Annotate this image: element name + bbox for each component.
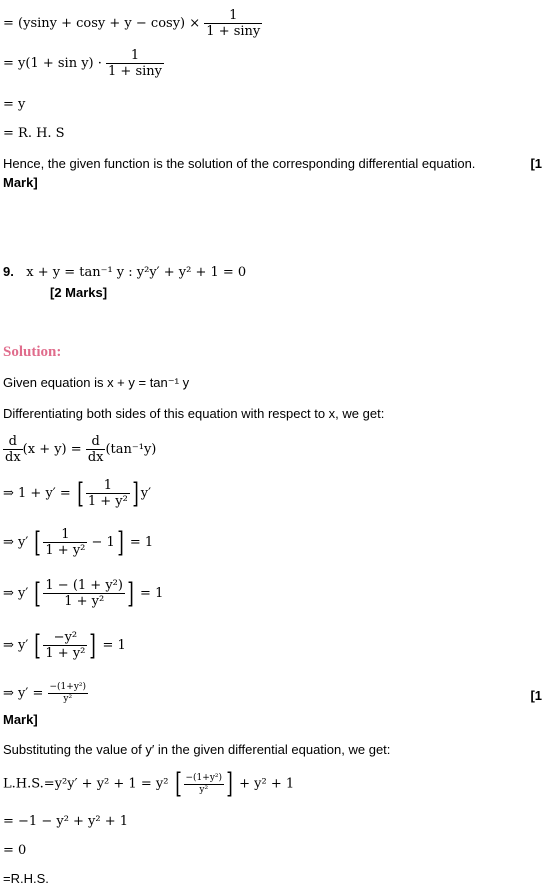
step-1: $\frac{d}{dx}$ (x + y) = $\frac{d}{dx}$ (tan⁻¹y) [5,434,157,465]
solution-heading: Solution: [3,344,62,360]
question-9: 9. x + y = tan⁻¹ y : y²y′ + y² + 1 = 0 [3,264,247,280]
conclusion-text: Hence, the given function is the solution of the corresponding differential equation. [3,156,476,171]
fraction: $\frac{1}{1 + \sin y}$ [206,8,261,39]
substituting-text: Substituting the value of y′ in the given differential equation, we get: [3,742,391,757]
equation-line-3: = y [3,97,26,112]
given-equation: Given equation is x + y = tan⁻¹ y [3,375,190,390]
mark-bracket: [1 [530,156,542,171]
step-2: ⇒ 1 + y′ = [ $\frac{1}{\text{1 + y²}}$ ] y′ [3,476,152,510]
step-3: ⇒ y′ [ $\frac{1}{\text{1 + y²}}$ − 1] = 1 [3,525,154,559]
result-line-2: = 0 [3,843,27,858]
mark-word: Mark] [3,712,38,727]
differentiating-text: Differentiating both sides of this equation with respect to x, we get: [3,406,385,421]
mark-bracket: [1 [530,688,542,703]
mark-word: Mark] [3,175,38,190]
step-6: ⇒ y′ = $\frac{\text{−(1+y²)}}{\text{y²}}$ [3,682,87,704]
step-5: ⇒ y′ [ $\frac{\text{−y²}}{\text{1 + y²}}$ ] = 1 [3,628,126,662]
result-line-3: =R.H.S. [3,871,49,886]
equation-line-1: = (ysiny + cosy + y − cosy) × $\frac{1}{1 + \sin y}$ [3,8,261,39]
equation-line-2: = y(1 + sin y) · $\frac{1}{1 + \sin y}$ [3,48,163,79]
lhs-line: L.H.S.=y²y′ + y² + 1 = y² [ $\frac{\text{−(1+y²)}}{\text{y²}}$ ] + y² + 1 [3,767,295,800]
equation-line-4: = R. H. S [3,126,65,141]
question-marks: [2 Marks] [50,285,108,300]
fraction: $\frac{1}{1 + \sin y}$ [108,48,163,79]
result-line-1: = −1 − y² + y² + 1 [3,814,129,829]
step-4: ⇒ y′ [ $\frac{\text{1 − (1 + y²)}}{\text{1 + y²}}$ ] = 1 [3,576,164,610]
